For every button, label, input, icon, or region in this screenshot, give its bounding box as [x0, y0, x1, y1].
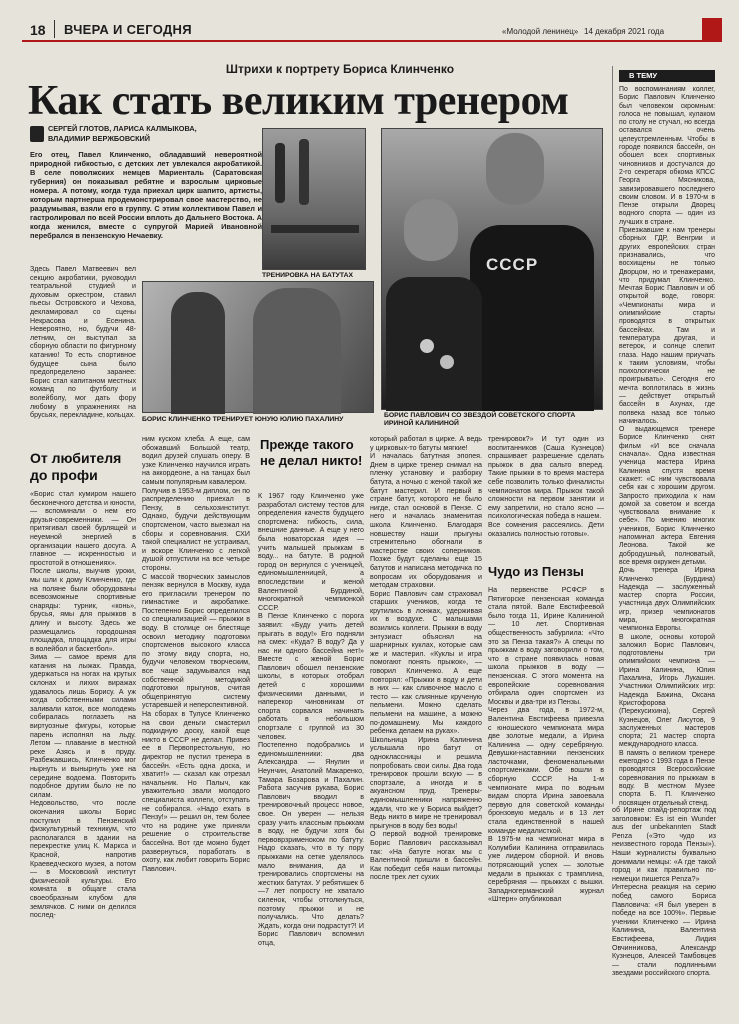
sidebar-title: В ТЕМУ	[629, 71, 657, 80]
caption-trampoline: ТРЕНИРОВКА НА БАТУТАХ	[262, 272, 354, 279]
gymnast-figure-2	[299, 139, 309, 205]
coach-head	[486, 133, 544, 205]
section-title: ВЧЕРА И СЕГОДНЯ	[64, 22, 192, 37]
trampoline-bed	[271, 225, 359, 233]
subhead-miracle-penza: Чудо из Пензы	[488, 564, 584, 579]
col5-body-2: На первенстве РСФСР в Пятигорске пензенская команда стала пятой. Вале Евстифеевой было тогда 11, Ирине Калининой — 10 лет. Спортивная общественность забурлила: «Что это за Пенза такая?» А спецы по прыжкам в воду заговорили о том, что в стране появилась новая школа прыжков в воду — пензенская. С этого момента на европейские соревнования отбирала один спортсмен из Москвы и два-три из Пензы. Через два года, в 1972-м, Валентина Евстифеева привезла с юношеского чемпионата мира две золотые медали, а Ирина Калинина — одну серебряную. Девушки-наставники пензенских ласточками, феноменальными спортсменками. Обе вошли в сборную СССР. На 1-м чемпионате мира по водным видам спорта Ирина завоевала первую для советской команды бронзовую медаль и в 13 лет стала единственной в нашей команде медалисткой. В 1975-м на чемпионат мира в Колумбии Калинина отправилась уже лидером сборной. И вновь потрясающий успех — золотые медали в прыжках с трамплина, серебряная — прыжках с вышки. Западногерманский журнал «Штерн» опубликовал	[488, 586, 604, 904]
medal-icon	[420, 339, 434, 353]
authors-line-2: ВЛАДИМИР ВЕРЖБОВСКИЙ	[48, 134, 151, 143]
champion-head	[404, 199, 458, 261]
col6-body: об Ирине спайд-репортаж под заголовком: Es ist ein Wunder aus der unbekannten Stadt Penza («Это чудо из неизвестного города Пензы»). Наши журналисты буквально донимали немцы: «А где такой город и как правильно по-немецки пишется Penza?» Интересна реакция на серию побед самого Бориса Павловича: «Я был уверен в победе на все 100%». Первые ученики Клинченко — Ирина Калинина, Валентина Евстифеева, Лидия Овчинникова, Александр Кузнецов, Алексей Тамбовцев — стали подлинными звездами российского спорта.	[612, 806, 716, 978]
issue-date: 14 декабря 2021 года	[584, 27, 665, 36]
page-header	[22, 18, 722, 42]
col3-body: К 1967 году Клинченко уже разработал систему тестов для определения качеств будущего спортсмена: гибкость, сила, внешние данные. А еще у него была новаторская идея — учить малышей прыжкам в воду... на батуте. В родной город он вернулся с ученицей, единомышленницей, а впоследствии и женой Валентиной Бурдиной, многократной чемпионкой СССР. В Пензе Клинченко с порога заявил: «Буду учить детей прыгать в воду!» Его подняли на смех: «Куда? В воду? Да у нас ни одного бассейна нет!» Вместе с женой Борис Павлович обошел пензенские школы, в которых отобрал детей с хорошими физическими данными, и наперекор чиновникам от спорта сорвался начинать работать в небольшом спортзале с группой из 30 человек. Постепенно подобрались и единомышленники: два Александра — Янулин и Неунчин, Анатолий Макаренко, Тамара Бозарова и Пахалин. Работа засучив рукава, Борис Павлович вводил в тренировочный процесс новое, свое. Он уверен — нельзя сразу учить классным прыжкам в воду, не будучи хотя бы первоврзрименоком по батуту. Надо сказать, что в ту пору прыжками на сетке уделялось мало внимания, да и тренировались спортсмены на жестких батутах. У ребятишек 6—7 лет попросту не хватало силенок, чтобы оттолкнуться, поэтому прыжки и не получались. Что делать? Ждать, когда они подрастут?! И Борис Павлович вспомнил отца,	[258, 492, 364, 947]
photo-coach-with-child	[142, 281, 374, 413]
col2-body: ним куском хлеба. А еще, сам обожавший Большой театр, водил друзей слушать оперу. В узке Клинченко научился играть на аккордеоне, а на танцах был самым популярным кавалером. Получив в 1953-м диплом, он по распределению приехал в Пензу, в сельхозинститут. Однако, будучи действующим спортсменом, часто выезжал на сборы и соревнования. СХИ такой специалист не устраивал, и вскоре Клинченко с легкой душой отпустили на все четыре стороны. С массой творческих замыслов пензяк вернулся в Москву, куда его пригласили тренером по гимнастике и акробатике. Постепенно Борис определился со специализацией — прыжки в воду. В столице он блестяще освоил методику подготовки спортсменов высокого класса по этому виду спорта, но, будучи человеком творческим, все чаще задумывался над собственной методикой подготовки прыгунов, считая общепринятую систему устаревшей и неперспективной. На сборах в Тулусе Клинченко на свои деньги смастерил подкидную доску, какой еще никто в СССР не делал. Привез ее в Первопрестольную, но директор не пустил тренера в бассейн. «Есть одна доска, и хватит!» — сказал как отрезал начальник. Но Палыч, как уважительно звали молодого специалиста коллеги, отступать не собирался. «Надо ехать в Пензу!» — решил он, тем более что на родине уже приняли решение о строительстве бассейна. Вот где можно будет развернуться, поработать в охоту, как любит говорить Борис Павлович.	[142, 435, 250, 873]
authors-line-1: СЕРГЕЙ ГЛОТОВ, ЛАРИСА КАЛМЫКОВА,	[48, 124, 197, 133]
medal-icon-2	[440, 355, 454, 369]
sidebar-header	[619, 70, 715, 82]
coach-figure	[253, 288, 341, 414]
photo-coach-with-champion	[381, 128, 603, 410]
col1-body: «Борис стал кумиром нашего бесконечного детства и юности, — вспоминали о нем его друзья-современники. — Он притягивал своей бурлящей и неуемной энергией в организации нашего досуга. А главное — искренностью и простотой в отношениях». После школы, выучив уроки, мы шли к дому Клинченко, где на поляне были оборудованы всевозможные спортивные снаряды: турник, «конь», брусья, ямы для прыжков в длину и высоту. Здесь же размещались городошная площадка, площадка для игры в волейбол и баскетбол». Зима — самое время для катания на лыжах. Правда, удержаться на ногах на крутых склонах и лихих виражах удавалось лишь Борису. А уж когда собственными силами заливали каток, все молодежь собиралась поглазеть на виртуозные фигуры, которые парень исполнял на льду. Летом — плавание в местной реке Азясь и в пруду. Разбежавшись, Клинченко мог нырнуть и вынырнуть уже на середине водоема. Повторить подобное другим было не по силам. Недовольство, что после окончания школы Борис поступил в Пензенский физкультурный техникум, что располагался в здании на перекрестке улиц К. Маркса и Красной, напротив Краеведческого музея, а потом — в Московский институт физической культуры. Его комната в общаге стала своеобразным клубом для землячков. С ними он делился послед-	[30, 490, 136, 920]
col1-intro: Здесь Павел Матвеевич вел секцию акробатики, руководил театральной студией и духовым оркестром, ставил пьесы Островского и Чехова, декламировал со сцены Некрасова и Есенина. Невероятно, но, будучи 48-летним, он выступал за сборную области по фигурному катанию! То есть спортивное будущее сына было предопределено заранее: Борис стал капитаном местных команд по футболу и волейболу, мог дать фору любому в упражнениях на брусьях, перекладине, кольцах.	[30, 265, 136, 420]
author-logo-icon	[30, 126, 44, 142]
child-figure	[171, 292, 225, 414]
lead-paragraph: Его отец, Павел Клинченко, обладавший невероятной природной гибкостью, с детских лет увлекался акробатикой. В селе поволжских немцев Мариенталь (Саратовская губерния) он показывал ребятне и взрослым цирковые номера. А потому, когда туда приехал цирк шапито, артисты, которым партнерша продемонстрировал свое мастерство, не раздумывая, взяли его в группу. С этим коллективом Павел и гастролировал по всей России вплоть до Дальнего Востока. А когда женился, вместе с супругой Марией Ивановной перебрался в пензенскую Нечаевку.	[30, 150, 262, 240]
caption-coach-with-child: БОРИС КЛИНЧЕНКО ТРЕНИРУЕТ ЮНУЮ ЮЛИЮ ПАХАЛИНУ	[142, 416, 344, 423]
subhead-amateur-to-pro: От любителя до профи	[30, 450, 122, 483]
authors-block	[30, 124, 260, 146]
caption-coach-with-champion: БОРИС ПАВЛОВИЧ СО ЗВЕЗДОЙ СОВЕТСКОГО СПОРТА ИРИНОЙ КАЛИНИНОЙ	[384, 412, 576, 427]
champion-body	[386, 277, 482, 411]
sidebar-panel	[612, 66, 716, 807]
paper-name: «Молодой ленинец»	[502, 27, 579, 36]
subhead-never-before: Прежде такого не делал никто!	[260, 437, 363, 468]
page-number: 18	[30, 22, 46, 38]
col5-body: тренировок?» И тут один из воспитанников (Саша Кузнецов) спрашивает разрешение сделать прыжок в два сальто вперед. Такие прыжки в то время мастера себе позволить только финалисты чемпионатов мира. Прыжок такой сложности на первом занятии и ему запретили, но стало ясно — психологическая победа в нашем. Все сомнения рассеялись. Дети оказались полностью готовы».	[488, 435, 604, 538]
article-kicker: Штрихи к портрету Бориса Клинченко	[225, 62, 455, 76]
coach-body	[470, 225, 594, 411]
headline: Как стать великим тренером	[28, 78, 569, 124]
gymnast-figure-1	[275, 143, 285, 203]
jersey-text: СССР	[486, 255, 539, 274]
divider	[54, 20, 55, 38]
red-corner-block	[702, 18, 722, 42]
sidebar-body: По воспоминаниям коллег, Борис Павлович Клинченко был человеком скромным: голоса не повышал, кулаком по столу не стучал, но всегда оставался очень целеустремленным. Чтобы в городе появился бассейн, он обошел всех спортивных чиновников и достучался до 2-го секретаря обкома КПСС Георга Мясникова, завизировавшего последнего своим словом. И в 1970-м в Пензе открыли Дворец водного спорта — один из лучших в стране. Приезжавшие к нам тренеры сборных ГДР, Венгрии и других европейских стран признавались, что восхищены не только Дворцом, но и тренажерами, что придумал Клинченко. Мечтая Борис Павлович и об открытой воде, говоря: «Чемпионаты мира и олимпийские старты проводятся в открытых бассейнах. Там и температура другая, и ветерок, и солнце слепит глаза. Надо нашим приучать к таким условиям, чтобы психологически не проигрывать». Сегодня его мечта воплотилась в жизнь — действует открытый бассейн в Ахунах, где полвека назад все только начиналось. О выдающемся тренере Борисе Клинченко снят фильм «И все сначала сначала». Одна известная ученица мастера Ирина Калинина спустя время скажет: «С ним чувствовала себя как с хорошим другом. Запросто приходила к нам домой за советом и всегда чувствовала внимание к себе». По мнению многих учеников, Борис Клинченко напоминал актера Евгения Леонова. Такой же добродушный, полноватый, все время окружен детьми. Дочь тренера Ирина Клинченко (Бурдина) Надежда — заслуженный мастер спорта России, участница двух Олимпийских игр, призер чемпионатов мира, многократная чемпионка Европы. В школе, основы которой заложил Борис Павлович, подготовлены три олимпийских чемпиона — Ирина Калинина, Юлия Пахалина, Игорь Лукашин. Участники Олимпийских игр: Надежда Бажина, Оксана Кристофорова (Перекусихина), Сергей Кузнецов, Олег Лисутов, 9 заслуженных мастеров спорта; 21 мастер спорта международного класса. В память о великом тренере ежегодно с 1993 года в Пензе проводятся Всероссийские соревнования по прыжкам в воду. В местном Музее спорта Б. П. Клинченко посвящен отдельный стенд.	[619, 86, 715, 807]
col4-body: который работал в цирке. А ведь у цирковых-то батуты мягкие! И началась батутная эпопея. Днем в цирке тренер снимал на пленку установку и разборку батута, а ночью с женой такой же батут мастерил. И первый в стране батут, которого не было нигде, стал основой в Пензе. С него и началась знаменитая школа Клинченко. Благодаря новшеству наши прыгуны стремительно обогнали в мастерстве своих соперников. Позже будут сделаны еще 15 батутов и написана методичка по вопросам их оборудования и методам страховки. Борис Павлович сам страховал старших учеников, когда те крутились в лонжах, удерживая их в воздухе. С малышами возились коллеги. Прыжки в воду энтузиаст объяснял на шарнирных куклах, которые сам же и мастерил. «Куклы и игра помогают понять прыжок», — говорил Клинченко. А еще повторял: «Прыжки в воду и дети в них — как сливочное масло с тесто — как слиянные крученую пельмени. Можно сделать пельмени на машине, а можно по-домашнему. Мы каждого ребенка делаем на руках». Школьница Ирина Калинина услышала про батут от одноклассницы и решила попробовать свои силы. Два года тренировок прошли вскую — в спортзале, а иногда и в акуансном пруд. Тренеры-единомышленники напряженно ждали, что же у Бориса выйдет? Ведь никто в мире не тренировал прыгунов в воду без воды! О первой водной тренировке Борис Павлович рассказывал так: «На батуте ногах мы с Валентиной пришли в бассейн. Как победит себя наши питомцы после трех лет сухих	[370, 435, 482, 882]
photo-trampoline	[262, 128, 366, 270]
